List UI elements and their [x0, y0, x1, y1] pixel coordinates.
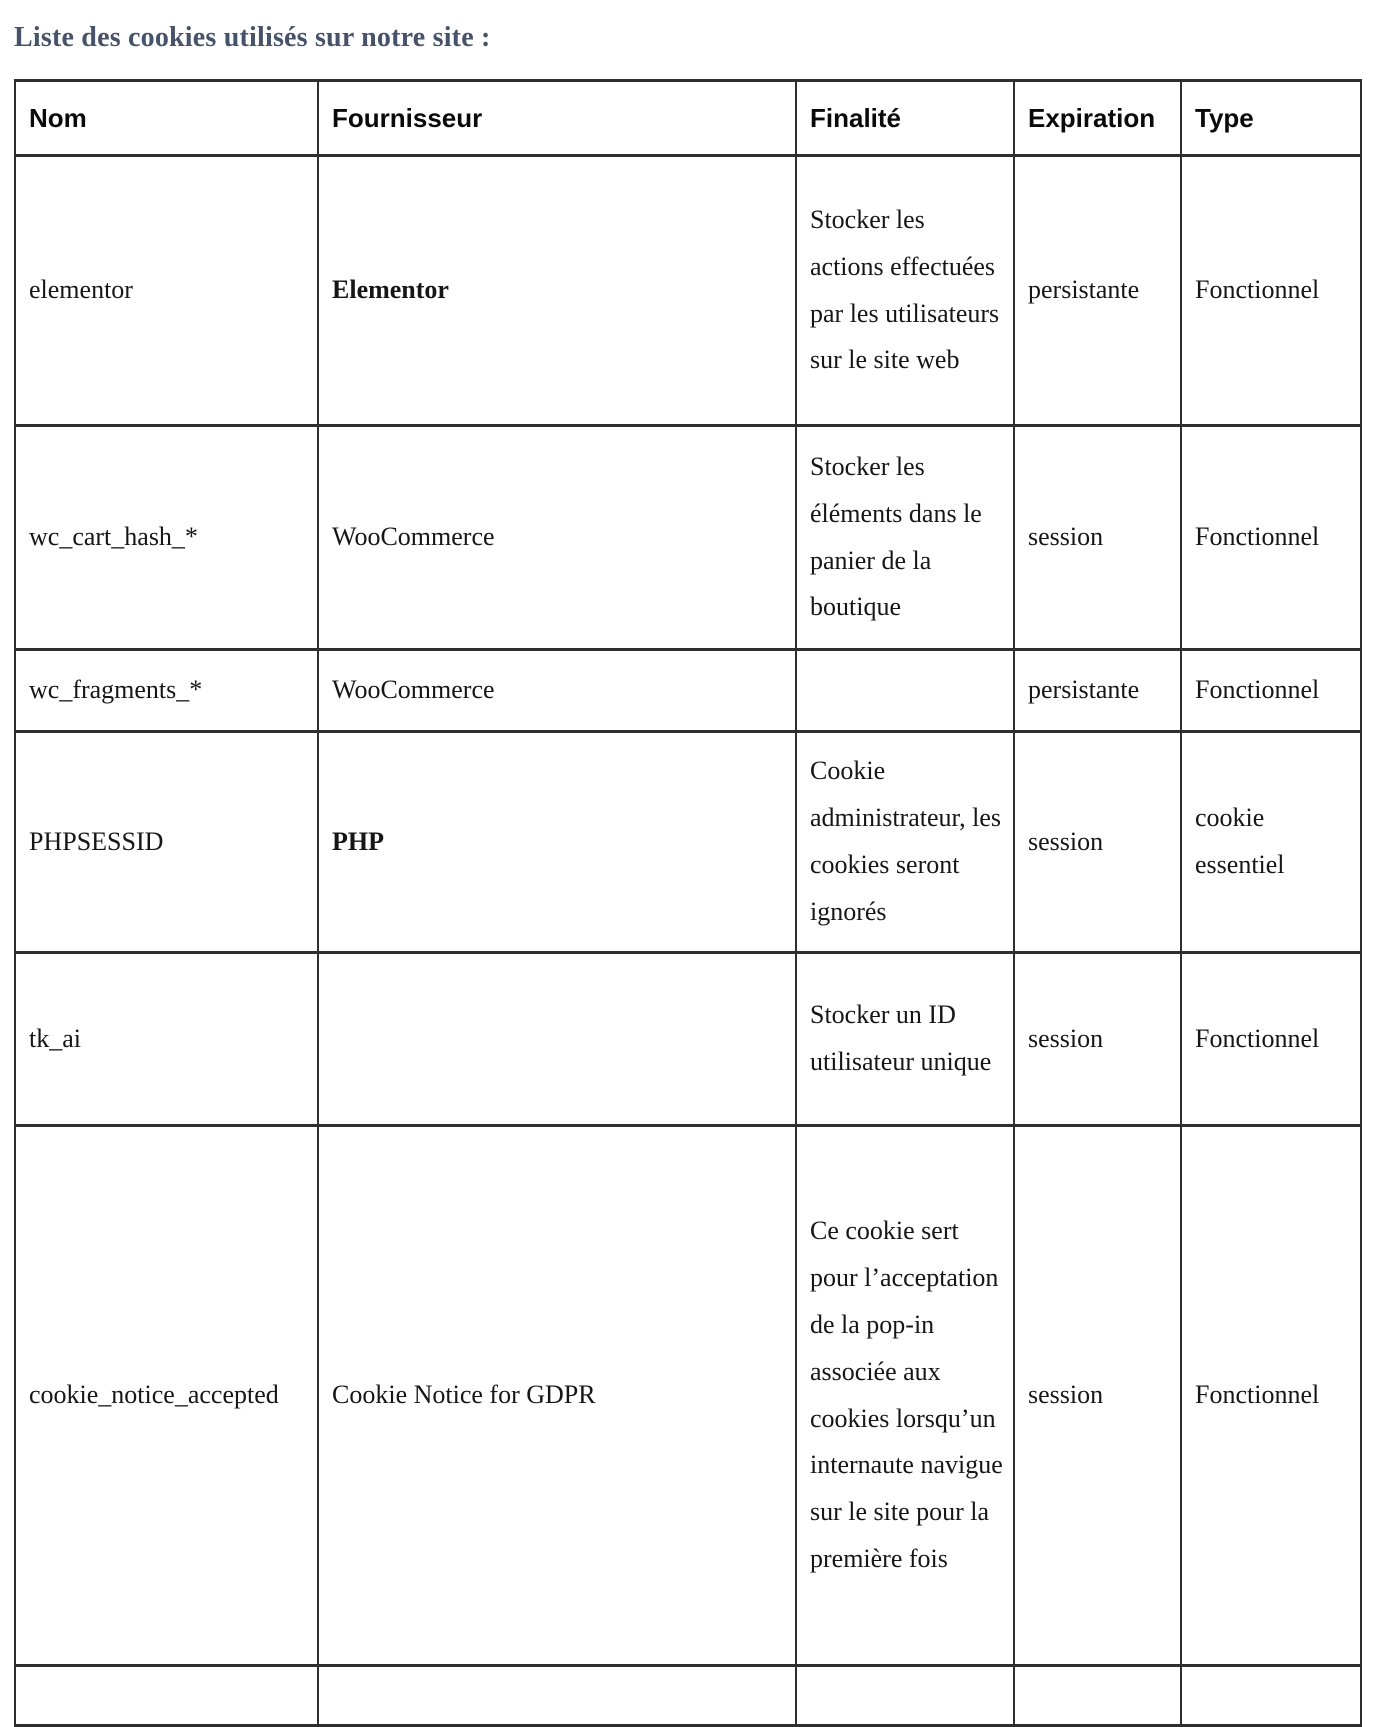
cookie-table — [14, 79, 1362, 1727]
table-row — [15, 732, 1361, 953]
cell-finalite — [796, 650, 1014, 732]
table-row — [15, 1126, 1361, 1666]
cell-finalite: Cookie administrateur, les cookies seront ignorés — [796, 732, 1014, 953]
cell-nom: tk_ai — [15, 953, 318, 1126]
header-nom: Nom — [15, 81, 318, 156]
cell-expiration: session — [1014, 732, 1181, 953]
cell-expiration: session — [1014, 1126, 1181, 1666]
cell-fournisseur-link[interactable]: WooCommerce — [318, 650, 796, 732]
cell-finalite: Ce cookie sert pour l’acceptation de la pop-in associée aux cookies lorsqu’un internaute navigue sur le site pour la première fois — [796, 1126, 1014, 1666]
cell-expiration — [1014, 1666, 1181, 1726]
header-expiration: Expiration — [1014, 81, 1181, 156]
page-title: Liste des cookies utilisés sur notre site : — [14, 22, 491, 53]
cell-expiration: session — [1014, 953, 1181, 1126]
cell-fournisseur-link[interactable]: WooCommerce — [318, 426, 796, 650]
cell-finalite: Stocker un ID utilisateur unique — [796, 953, 1014, 1126]
header-row — [15, 81, 1361, 156]
table-body — [15, 156, 1361, 1726]
cell-finalite: Stocker les actions effectuées par les utilisateurs sur le site web — [796, 156, 1014, 426]
cell-nom-link[interactable]: wc_fragments_* — [15, 650, 318, 732]
cell-nom: PHPSESSID — [15, 732, 318, 953]
cell-expiration: session — [1014, 426, 1181, 650]
cell-type: Fonctionnel — [1181, 1126, 1361, 1666]
cell-finalite — [796, 1666, 1014, 1726]
page — [0, 22, 1374, 1696]
header-type: Type — [1181, 81, 1361, 156]
table-row — [15, 156, 1361, 426]
cell-expiration: persistante — [1014, 156, 1181, 426]
table-row — [15, 426, 1361, 650]
cell-fournisseur: Elementor — [318, 156, 796, 426]
cell-nom — [15, 1666, 318, 1726]
cell-fournisseur — [318, 1666, 796, 1726]
cell-type — [1181, 1666, 1361, 1726]
cell-expiration: persistante — [1014, 650, 1181, 732]
header-finalite: Finalité — [796, 81, 1014, 156]
table-header — [15, 81, 1361, 156]
cell-type: Fonctionnel — [1181, 953, 1361, 1126]
cell-type: Fonctionnel — [1181, 426, 1361, 650]
table-row — [15, 650, 1361, 732]
header-fournisseur: Fournisseur — [318, 81, 796, 156]
cell-fournisseur — [318, 953, 796, 1126]
cell-nom: wc_cart_hash_* — [15, 426, 318, 650]
cell-type: Fonctionnel — [1181, 650, 1361, 732]
cell-type: cookie essentiel — [1181, 732, 1361, 953]
cell-nom: cookie_notice_accepted — [15, 1126, 318, 1666]
cell-finalite: Stocker les éléments dans le panier de la boutique — [796, 426, 1014, 650]
table-row-partial — [15, 1666, 1361, 1726]
cell-fournisseur: PHP — [318, 732, 796, 953]
cell-type: Fonctionnel — [1181, 156, 1361, 426]
table-row — [15, 953, 1361, 1126]
cell-nom: elementor — [15, 156, 318, 426]
cell-fournisseur-link[interactable]: Cookie Notice for GDPR — [318, 1126, 796, 1666]
